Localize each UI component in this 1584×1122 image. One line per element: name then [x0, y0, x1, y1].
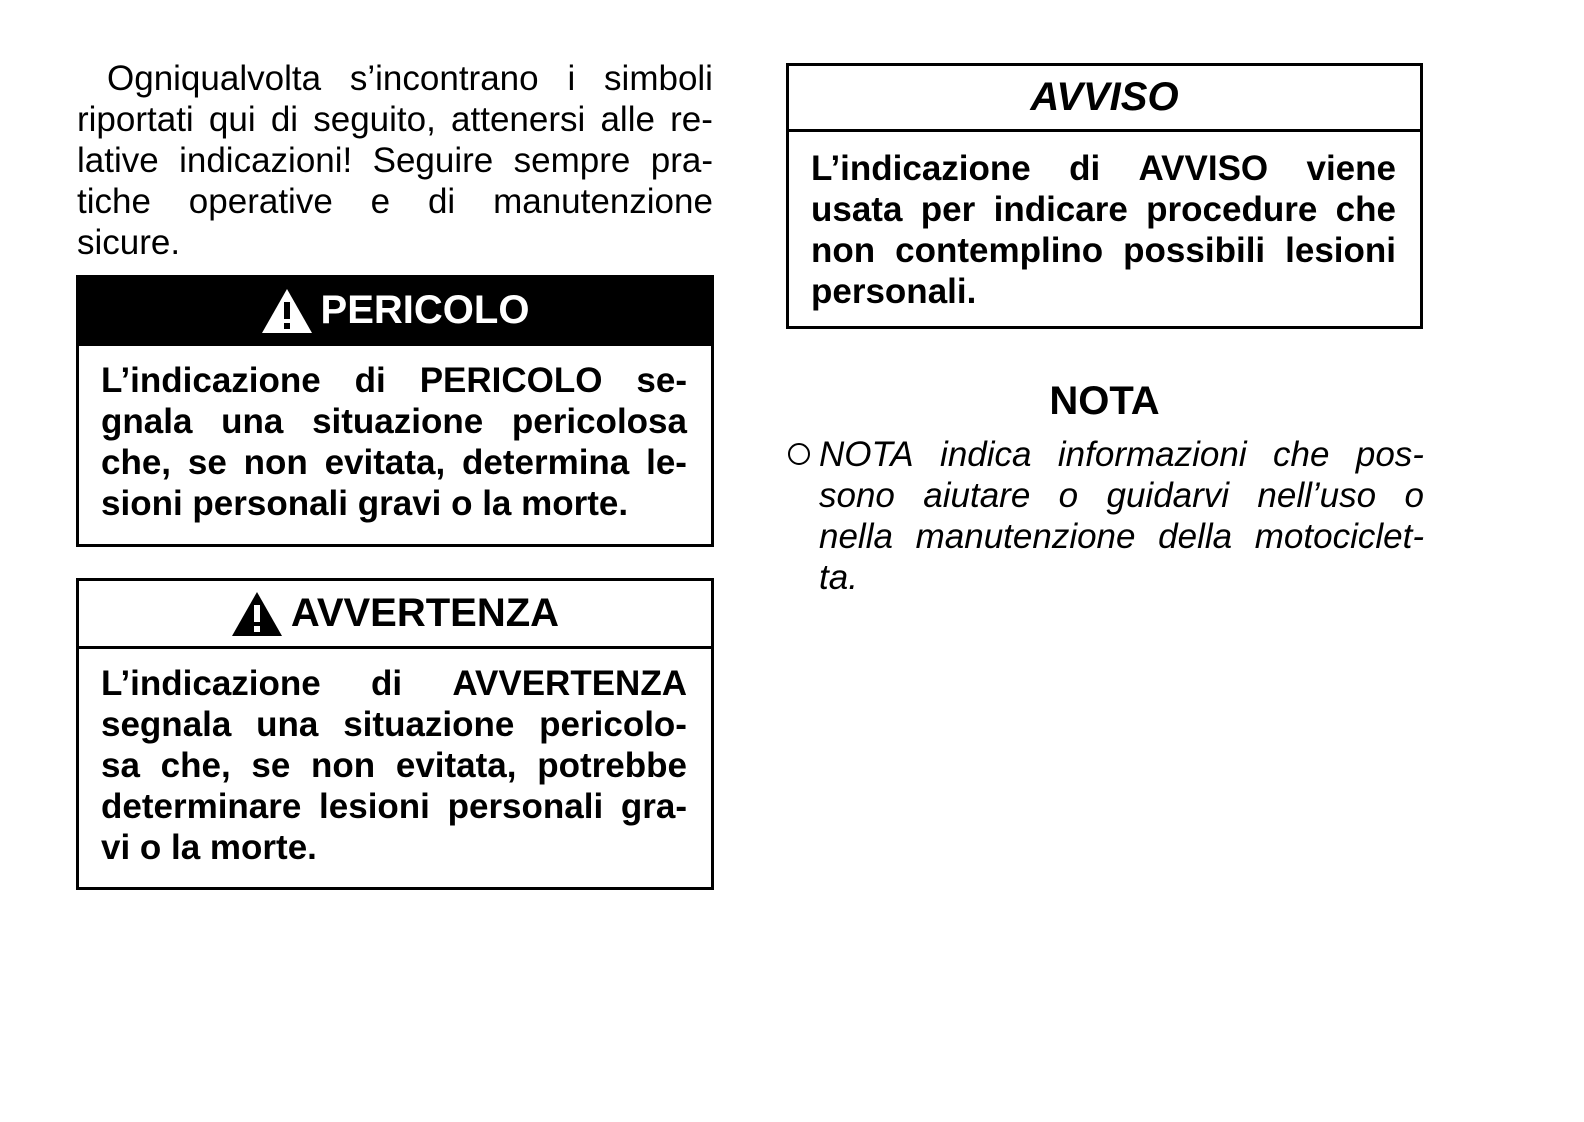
- note-line: NOTA indica informazioni che pos-: [819, 435, 1424, 474]
- intro-line: Ogniqualvolta s’incontrano i simboli: [107, 59, 713, 98]
- warning-box: [76, 578, 714, 890]
- notice-header: [789, 66, 1420, 132]
- warning-triangle-icon: [231, 591, 283, 637]
- danger-header: [79, 278, 711, 346]
- danger-line: sioni personali gravi o la morte.: [101, 484, 629, 523]
- danger-box: [76, 275, 714, 547]
- warning-line: determinare lesioni personali gra-: [101, 787, 687, 826]
- note-line: ta.: [819, 558, 858, 597]
- intro-line: riportati qui di seguito, attenersi alle re-: [77, 100, 713, 139]
- warning-line: L’indicazione di AVVERTENZA: [101, 664, 687, 703]
- danger-title: PERICOLO: [320, 288, 530, 332]
- danger-line: L’indicazione di PERICOLO se-: [101, 361, 687, 400]
- warning-header: [79, 581, 711, 649]
- warning-body: [79, 649, 711, 868]
- notice-line: usata per indicare procedure che: [811, 190, 1396, 229]
- notice-body: [789, 132, 1420, 312]
- intro-paragraph: [77, 58, 713, 263]
- notice-line: personali.: [811, 272, 977, 311]
- note-item: [788, 434, 1424, 598]
- warning-line: sa che, se non evitata, potrebbe: [101, 746, 687, 785]
- warning-line: vi o la morte.: [101, 828, 317, 867]
- danger-body: [79, 346, 711, 524]
- danger-line: gnala una situazione pericolosa: [101, 402, 687, 441]
- notice-line: non contemplino possibili lesioni: [811, 231, 1396, 270]
- intro-line: sicure.: [77, 223, 181, 262]
- circle-bullet-icon: [788, 443, 810, 465]
- intro-line: tiche operative e di manutenzione: [77, 182, 713, 221]
- note-line: sono aiutare o guidarvi nell’uso o: [819, 476, 1424, 515]
- notice-box: [786, 63, 1423, 329]
- danger-line: che, se non evitata, determina le-: [101, 443, 687, 482]
- note-title: NOTA: [1049, 379, 1160, 423]
- intro-line: lative indicazioni! Seguire sempre pra-: [77, 141, 713, 180]
- note-text: [819, 434, 1424, 598]
- note-line: nella manutenzione della motociclet-: [819, 517, 1424, 556]
- notice-title: AVVISO: [1030, 75, 1179, 119]
- warning-title: AVVERTENZA: [290, 591, 560, 635]
- notice-line: L’indicazione di AVVISO viene: [811, 149, 1396, 188]
- warning-triangle-icon: [261, 288, 313, 334]
- warning-line: segnala una situazione pericolo-: [101, 705, 687, 744]
